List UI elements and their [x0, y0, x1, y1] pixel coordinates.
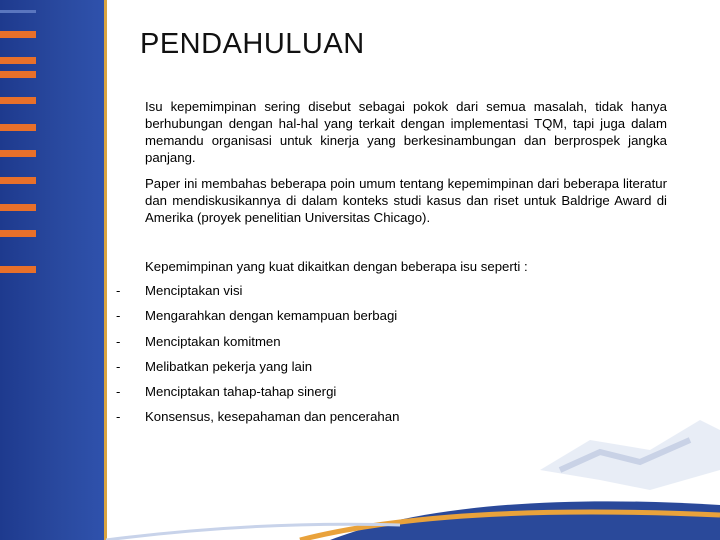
bullet-dash: -	[116, 334, 121, 349]
list-item-text: Menciptakan visi	[145, 283, 243, 298]
paragraph-paper-summary: Paper ini membahas beberapa poin umum tentang kepemimpinan dari beberapa literatur dan mendiskusikannya di dalam konteks studi kasus dan riset untuk Baldrige Award di Amerika (proyek penelitian Universitas Chicago).	[145, 176, 667, 225]
bullet-dash: -	[116, 308, 121, 323]
list-item-text: Menciptakan komitmen	[145, 334, 281, 349]
list-item-text: Menciptakan tahap-tahap sinergi	[145, 384, 337, 399]
list-item-text: Melibatkan pekerja yang lain	[145, 359, 313, 374]
bullet-dash: -	[116, 409, 121, 424]
bullet-dash: -	[116, 359, 121, 374]
bullet-dash: -	[116, 384, 121, 399]
list-item-text: Mengarahkan dengan kemampuan berbagi	[145, 308, 398, 323]
slide-title: PENDAHULUAN	[140, 28, 365, 60]
bullet-list-lead: Kepemimpinan yang kuat dikaitkan dengan beberapa isu seperti :	[145, 259, 528, 274]
bullet-dash: -	[116, 283, 121, 298]
paragraph-intro: Isu kepemimpinan sering disebut sebagai pokok dari semua masalah, tidak hanya berhubungan dengan hal-hal yang terkait dengan implementasi TQM, tapi juga dalam memandu organisasi untuk kinerja yang berkesinambungan dan berprospek jangka panjang.	[145, 99, 667, 165]
list-item-text: Konsensus, kesepahaman dan pencerahan	[145, 409, 400, 424]
